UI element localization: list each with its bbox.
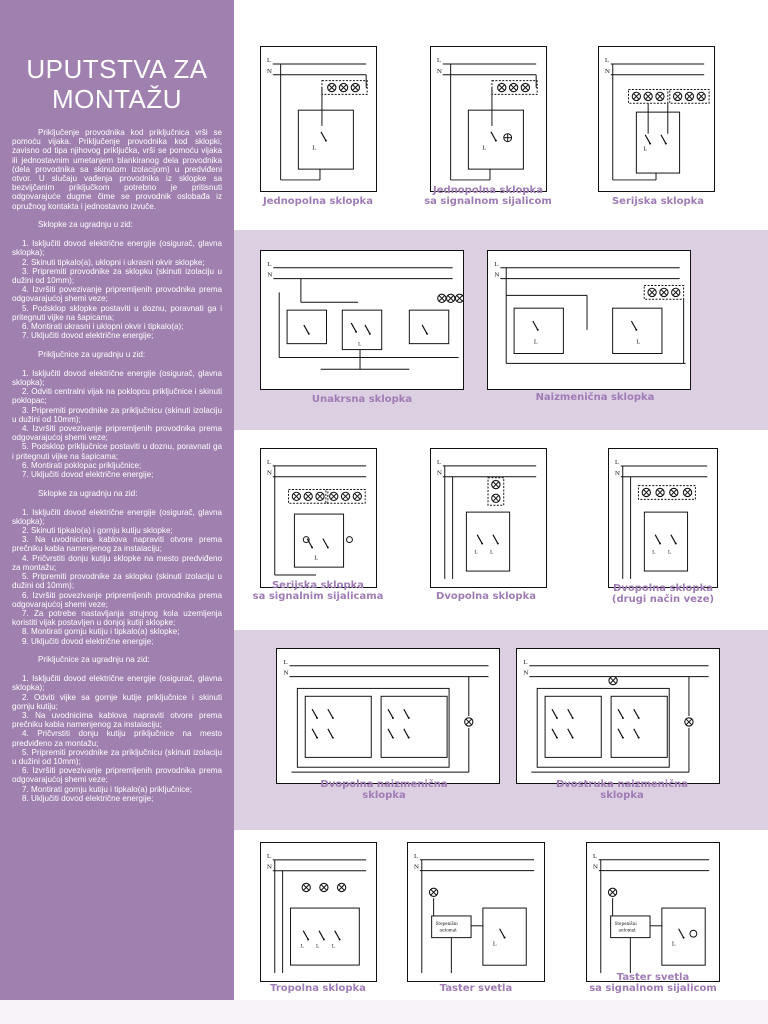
lamp-icon [339,83,347,91]
switch-contact-icon [618,729,624,739]
step-item: 8. Uključiti dovod električne energije; [22,793,154,803]
diagram-caption [228,196,408,207]
caption-line-2: sklopka [600,790,644,801]
step-item: 6. Montirati ukrasni i uklopni okvir i tipkalo(a); [22,322,184,332]
diagram-caption [563,972,743,994]
step-item: 5. Pripremiti provodnike za priključnicu (skinuti izolaciju u dužini od 10mm); [12,747,222,766]
lamp-icon [521,83,529,91]
wire-label: L [331,943,336,950]
steps-list [12,239,222,340]
step-item: 3. Na uvodnicima kablova napraviti otvore prema prečniku kabla namenjenog za instalaciju; [12,535,222,554]
diagram-caption [228,580,408,602]
wiring-schematic [261,449,376,587]
caption-line-2: sa signalnom sijalicom [589,983,717,994]
neutral-label: N [436,470,443,477]
step-item: 3. Na uvodnicima kablova napraviti otvore prema prečniku kabla namenjenog za instalaciju; [12,710,222,730]
switch-contact-icon [422,325,428,335]
wiring-schematic [609,449,717,587]
line-label: L [592,853,597,860]
neutral-label: N [266,68,273,75]
wiring-diagram [260,842,377,982]
timer-label: Stepenišni [435,920,458,926]
switch-contact-icon [404,709,410,719]
steps-list [12,369,222,479]
switch-contact-icon [661,135,667,145]
caption-line-1: Unakrsna sklopka [311,394,413,405]
caption-line-1: Taster svetla [616,972,690,983]
section-heading: Sklopke za ugradnju u zid: [38,220,133,230]
switch-contact-icon [568,729,574,739]
wiring-schematic [599,47,714,191]
wire-label: L [316,943,320,950]
wire-label: L [671,941,676,948]
line-label: L [604,57,609,64]
step-item: 6. Montirati poklopac priključnice; [22,460,142,470]
switch-contact-icon [493,535,499,545]
switch-contact-icon [552,729,558,739]
wiring-schematic [261,47,376,191]
lamp-icon [341,492,349,500]
diagram-caption [532,779,712,801]
wire-label: L [312,145,317,152]
lamp-icon [697,92,705,100]
lamp-icon [455,294,463,302]
switch-contact-icon [634,729,640,739]
step-item: 1. Isključiti dovod električne energije (osigurač, glavna sklopka); [12,674,222,693]
title-line-2: MONTAŽU [51,84,183,114]
timer-box [611,916,650,938]
lamp-icon [492,480,500,488]
caption-line-1: Taster svetla [439,983,513,994]
step-item: 3. Pripremiti provodnike za priključnicu (skinuti izolaciju u dužini od 10mm); [12,405,222,424]
wiring-diagram [407,842,545,982]
line-label: L [266,459,271,466]
step-item: 4. Pričvrstiti donju kutiju sklopke na mesto predviđeno za montažu; [12,553,222,572]
switch-contact-icon [328,709,334,719]
step-item: 5. Podsklop priključnice postaviti u doznu, poravnati ga i pritegnuti vijke na šapicama; [12,442,222,461]
lamp-icon [644,92,652,100]
caption-line-1: Dvostruka naizmenična [555,779,688,790]
wiring-diagram [598,46,715,192]
instructions-sidebar [0,0,234,1000]
caption-line-1: Jednopolna sklopka [433,185,543,196]
signal-lamp-icon [690,930,697,937]
lamp-icon [429,888,437,896]
lamp-icon [316,492,324,500]
wire-label: L [474,549,478,556]
lamp-icon [509,83,517,91]
wire-label: L [358,341,362,348]
lamp-icon [656,488,664,496]
step-item: 2. Skinuti tipkalo(a), uklopni i ukrasni okvir sklopke; [22,257,205,267]
caption-line-1: Jednopolna sklopka [263,196,373,207]
step-item: 4. Izvršiti povezivanje pripremljenih provodnika prema odgovarajućoj shemi veze; [12,285,222,304]
lamp-icon [683,488,691,496]
line-label: L [436,57,441,64]
wiring-diagram [276,648,500,784]
lamp-icon [292,492,300,500]
wiring-diagram [260,46,377,192]
lamp-icon [674,92,682,100]
lamp-icon [632,92,640,100]
wire-label: L [482,145,487,152]
line-label: L [266,853,271,860]
step-item: 2. Odviti vijke sa gornje kutije priključnice i skinuti gornju kutiju; [12,692,222,711]
switch-contact-icon [303,931,309,941]
wiring-schematic [517,649,719,783]
caption-line-1: Tropolna sklopka [270,983,366,994]
lamp-icon [492,494,500,502]
wiring-diagram [487,250,691,390]
diagram-caption [272,394,452,405]
diagram-caption [228,983,408,994]
caption-line-2: sa signalnim sijalicama [252,591,384,602]
lamp-icon [642,488,650,496]
switch-contact-icon [312,709,318,719]
lamp-icon [447,294,455,302]
diagram-caption [396,591,576,602]
switch-contact-icon [568,709,574,719]
neutral-label: N [267,272,273,279]
wire-label: L [652,549,656,556]
title-line-1: UPUTSTVA ZA [26,54,208,84]
lamp-icon [438,294,446,302]
lamp-icon [320,883,328,891]
wire-label: L [667,549,672,556]
switch-contact-icon [323,539,329,549]
lamp-icon [328,83,336,91]
lamp-icon [685,92,693,100]
lamp-icon [685,718,693,726]
caption-line-2: sa signalnom sijalicom [424,196,552,207]
wiring-schematic [408,843,544,981]
step-item: 1. Isključiti dovod električne energije (osigurač, glavna sklopka); [12,239,222,258]
lamp-icon [337,883,345,891]
line-label: L [523,659,528,666]
lamp-icon [353,492,361,500]
line-label: L [614,460,619,466]
lamp-icon [302,883,310,891]
steps-list [12,674,222,803]
diagram-caption [398,185,578,207]
switch-contact-icon [671,535,677,545]
lamp-icon [351,83,359,91]
caption-line-1: Serijska sklopka [271,580,365,591]
neutral-label: N [413,864,420,871]
switch-contact-icon [312,729,318,739]
switch-contact-icon [533,321,539,331]
switch-contact-icon [388,709,394,719]
switch-contact-icon [328,729,334,739]
diagram-caption [386,983,566,994]
line-label: L [266,57,271,64]
timer-label: automat [618,927,636,933]
step-item: 4. Izvršiti povezivanje pripremljenih provodnika prema odgovarajućoj shemi veze; [12,424,222,443]
section-heading: Sklopke za ugradnju na zid: [38,488,138,498]
switch-contact-icon [477,535,483,545]
wiring-diagram [608,448,718,588]
switch-contact-icon [307,539,313,549]
switch-contact-icon [631,321,637,331]
steps-list [12,508,222,646]
switch-contact-icon [388,729,394,739]
wiring-schematic [587,843,719,981]
caption-line-1: Dvopolna sklopka [613,583,713,594]
wire-label: L [314,555,318,562]
switch-contact-icon [304,325,310,335]
instruction-sections [12,220,222,803]
lamp-icon [672,288,680,296]
lamp-icon [498,83,506,91]
wiring-diagram [586,842,720,982]
line-label: L [283,659,288,666]
neutral-label: N [523,670,529,677]
step-item: 5. Podsklop sklopke postaviti u doznu, poravnati ga i pritegnuti vijke na šapicama; [12,303,222,322]
lamp-icon [609,676,617,684]
line-label: L [494,261,499,268]
line-label: L [436,459,441,466]
switch-contact-icon [491,132,497,142]
signal-lamp-icon [347,537,353,543]
wiring-schematic [277,649,499,783]
wiring-schematic [431,47,546,191]
wiring-schematic [261,843,376,981]
step-item: 6. Izvršiti povezivanje pripremljenih provodnika prema odgovarajućoj shemi veze; [12,766,222,785]
step-item: 2. Odviti centralni vijak na poklopcu priključnice i skinuti poklopac; [12,387,222,406]
wiring-schematic [488,251,690,389]
lamp-icon [608,888,616,896]
caption-line-1: Dvopolna naizmenična [320,779,448,790]
timer-box [432,916,471,938]
wire-label: L [643,146,648,153]
lamp-icon [304,492,312,500]
caption-line-1: Serijska sklopka [611,196,705,207]
neutral-label: N [266,470,273,477]
wire-label: L [489,549,494,556]
neutral-label: N [283,670,289,677]
step-item: 9. Uključiti dovod električne energije; [22,636,154,646]
line-label: L [267,261,272,268]
neutral-label: N [592,864,599,871]
intro-paragraph: Priključenje provodnika kod priključnica vrši se pomoću vijaka. Priključenje provodnika kod sklopki, zavisno od tipa njihovog priključka, vrši se pomoću vijaka ili jednostavnim umetanjem blankiranog dela provodnika (dela provodnika sa skinutom izolacijom) u predviđeni otvor. U slučaju vađenja provodnika iz sklopke sa bezvijčanim priključkom potrebno je pritisnuti odgovarajuće dugme čime se provodnik oslobađa iz opružnog kontakta i jednostavno izvuče. [12,128,222,211]
step-item: 1. Isključiti dovod električne energije (osigurač, glavna sklopka); [12,368,222,388]
step-item: 8. Montirati gornju kutiju i tipkalo(a) sklopke; [22,627,180,637]
step-item: 7. Uključiti dovod električne energije; [22,470,154,480]
wiring-diagram [260,250,464,390]
caption-line-1: Naizmenična sklopka [535,392,655,403]
step-item: 7. Za potrebe nastavljanja strujnog kola uzemljenja koristiti vijak postavljen u donjoj kutiji sklopke; [12,608,222,628]
step-item: 7. Montirati gornju kutiju i tipkalo(a) priključnice; [22,784,193,794]
switch-contact-icon [351,323,357,333]
lamp-icon [656,92,664,100]
switch-contact-icon [321,132,327,142]
caption-line-2: sklopka [362,790,406,801]
switch-contact-icon [319,931,325,941]
switch-contact-icon [552,709,558,719]
switch-contact-icon [618,709,624,719]
neutral-label: N [604,68,611,75]
switch-contact-icon [404,729,410,739]
step-item: 7. Uključiti dovod električne energije; [22,331,154,341]
wiring-diagram [430,46,547,192]
diagram-caption [294,779,474,801]
neutral-label: N [494,272,500,279]
wire-label: L [300,943,304,950]
line-label: L [413,853,418,860]
lamp-icon [465,718,473,726]
lamp-icon [330,492,338,500]
wiring-diagram [430,448,547,588]
lamp-icon [648,288,656,296]
switch-contact-icon [634,709,640,719]
switch-contact-icon [365,325,371,335]
wiring-schematic [431,449,546,587]
neutral-label: N [614,470,621,477]
timer-label: Stepenišni [614,920,637,926]
page-title [12,54,222,114]
step-item: 4. Pričvrstiti donju kutiju priključnice na mesto predviđeno za montažu; [12,729,222,748]
diagram-caption [568,196,748,207]
neutral-label: N [266,864,273,871]
step-item: 2. Skinuti tipkalo(a) i gornju kutiju sklopke; [22,526,173,536]
wiring-diagram [260,448,377,588]
diagram-caption [505,392,685,403]
switch-contact-icon [645,135,651,145]
switch-contact-icon [655,535,661,545]
switch-contact-icon [335,931,341,941]
diagram-caption [573,583,753,605]
switch-contact-icon [500,929,506,939]
step-item: 6. Izvršiti povezivanje pripremljenih provodnika prema odgovarajućoj shemi veze; [12,590,222,609]
wire-label: L [533,339,538,346]
section-heading: Priključnice za ugradnju u zid: [38,350,146,360]
lamp-icon [660,288,668,296]
wire-label: L [492,941,497,948]
caption-line-2: (drugi način veze) [611,594,715,605]
wiring-diagram [516,648,720,784]
caption-line-1: Dvopolna sklopka [436,591,536,602]
neutral-label: N [436,68,443,75]
step-item: 1. Isključiti dovod električne energije (osigurač, glavna sklopka); [12,507,222,526]
switch-contact-icon [679,929,685,939]
wiring-schematic [261,251,463,389]
wire-label: L [636,339,641,346]
step-item: 3. Pripremiti provodnike za sklopku (skinuti izolaciju u dužini od 10mm); [12,266,222,286]
section-heading: Priključnice za ugradnju na zid: [38,655,150,665]
timer-label: automat [439,927,457,933]
step-item: 5. Pripremiti provodnike za sklopku (skinuti izolaciju u dužini od 10mm); [12,572,222,591]
lamp-icon [670,488,678,496]
